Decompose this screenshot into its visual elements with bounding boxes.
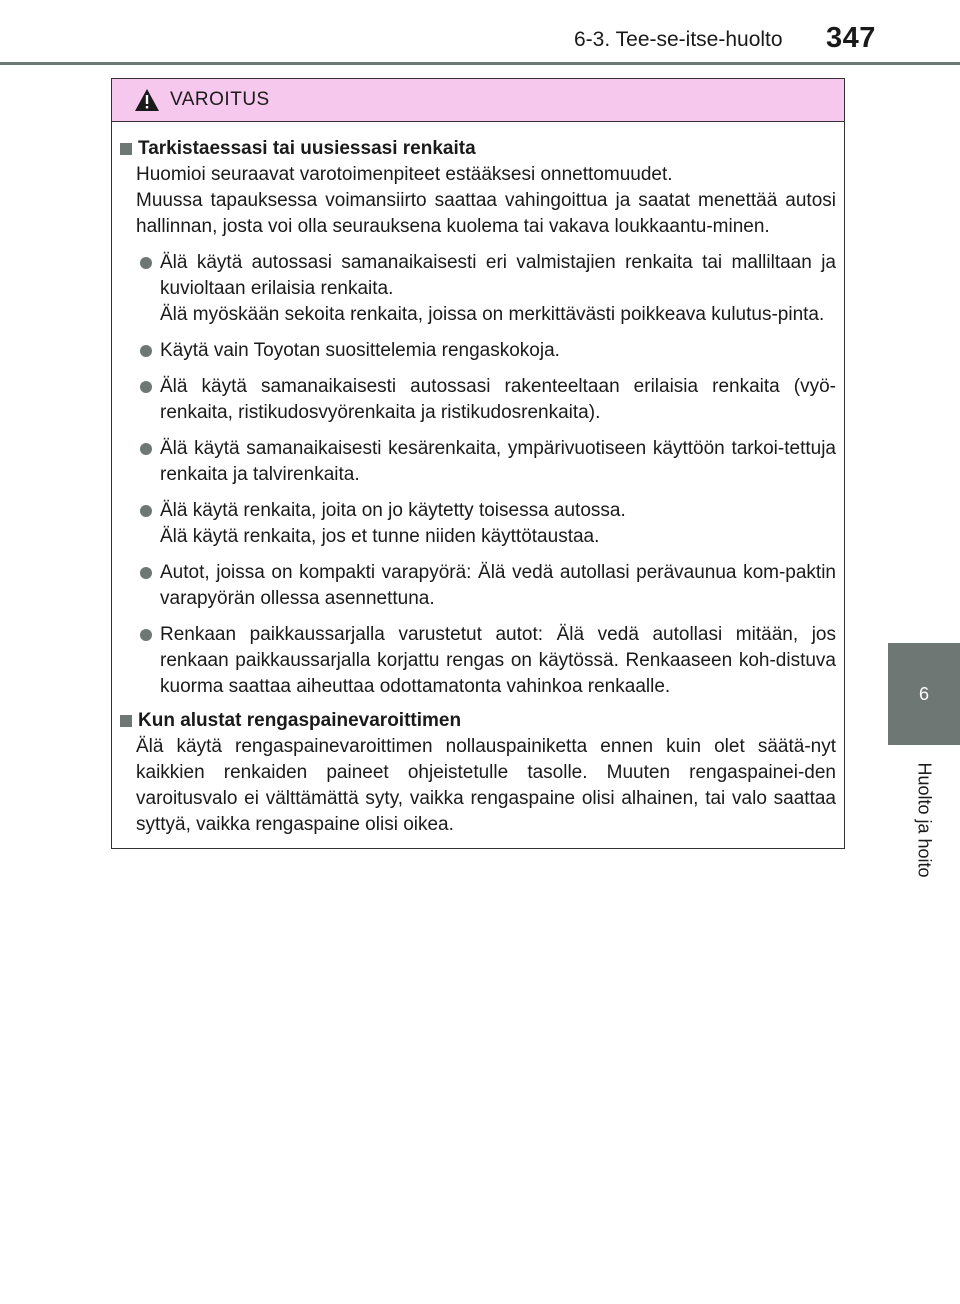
section-tire-check	[120, 136, 836, 700]
warning-body	[112, 122, 844, 838]
list-item	[120, 436, 836, 488]
round-bullet-icon	[140, 345, 152, 357]
square-bullet-icon	[120, 715, 132, 727]
section-title: Tarkistaessasi tai uusiessasi renkaita	[138, 138, 476, 159]
section-title: Kun alustat rengaspainevaroittimen	[138, 710, 462, 731]
list-item	[120, 338, 836, 364]
section-heading	[120, 708, 836, 734]
intro-line: Älä käytä rengaspainevaroittimen nollauspainiketta ennen kuin olet säätä-nyt kaikkien renkaiden paineet ohjeistetulle tasolle. Muuten rengaspainei-den varoitusvalo ei välttämättä syty, vaikka rengaspaine olisi alhainen, tai valo saattaa syttyä, vaikka rengaspaine olisi oikea.	[136, 736, 836, 835]
chapter-label: Huolto ja hoito	[914, 762, 935, 878]
list-item	[120, 374, 836, 426]
list-item	[120, 498, 836, 550]
warning-triangle-icon	[134, 88, 160, 112]
round-bullet-icon	[140, 567, 152, 579]
section-tpms-reset	[120, 708, 836, 838]
bullet-text: Käytä vain Toyotan suosittelemia rengaskokoja.	[160, 340, 560, 361]
bullet-text: Autot, joissa on kompakti varapyörä: Älä vedä autollasi perävaunua kom-paktin varapyörän ollessa asennettuna.	[160, 562, 836, 609]
round-bullet-icon	[140, 381, 152, 393]
warning-title: VAROITUS	[170, 89, 270, 110]
round-bullet-icon	[140, 257, 152, 269]
round-bullet-icon	[140, 505, 152, 517]
bullet-text: Älä käytä samanaikaisesti kesärenkaita, ympärivuotiseen käyttöön tarkoi-tettuja renkaita ja talvirenkaita.	[160, 438, 836, 485]
header-section-title: 6-3. Tee-se-itse-huolto	[574, 28, 783, 51]
warning-box	[111, 78, 845, 849]
bullet-text: Älä käytä renkaita, jos et tunne niiden käyttötaustaa.	[160, 526, 600, 547]
bullet-text: Renkaan paikkaussarjalla varustetut autot: Älä vedä autollasi mitään, jos renkaan paikkaussarjalla korjattu rengas on käytössä. Renkaaseen koh-distuva kuorma saattaa aiheuttaa odottamatonta vahinkoa renkaalle.	[160, 624, 836, 697]
bullet-text: Älä käytä renkaita, joita on jo käytetty toisessa autossa.	[160, 500, 626, 521]
intro-line: Muussa tapauksessa voimansiirto saattaa vahingoittua ja saatat menettää autosi hallinnan, josta voi olla seurauksena kuolema tai vakava loukkaantu-minen.	[136, 190, 836, 237]
page-number: 347	[826, 22, 876, 54]
chapter-number: 6	[918, 683, 929, 704]
list-item	[120, 250, 836, 328]
square-bullet-icon	[120, 143, 132, 155]
section-heading	[120, 136, 836, 162]
round-bullet-icon	[140, 443, 152, 455]
warning-header	[112, 79, 844, 122]
bullet-text: Älä käytä autossasi samanaikaisesti eri valmistajien renkaita tai malliltaan ja kuvioltaan erilaisia renkaita.	[160, 252, 836, 299]
intro-line: Huomioi seuraavat varotoimenpiteet estääksesi onnettomuudet.	[136, 164, 673, 185]
section-intro	[120, 162, 836, 240]
chapter-tab	[888, 643, 960, 745]
bullet-text: Älä myöskään sekoita renkaita, joissa on merkittävästi poikkeava kulutus-pinta.	[160, 304, 825, 325]
list-item	[120, 622, 836, 700]
list-item	[120, 560, 836, 612]
section-intro	[120, 734, 836, 838]
bullet-text: Älä käytä samanaikaisesti autossasi rakenteeltaan erilaisia renkaita (vyö-renkaita, ristikudosvyörenkaita ja ristikudosrenkaita).	[160, 376, 836, 423]
header-divider	[0, 62, 960, 65]
round-bullet-icon	[140, 629, 152, 641]
